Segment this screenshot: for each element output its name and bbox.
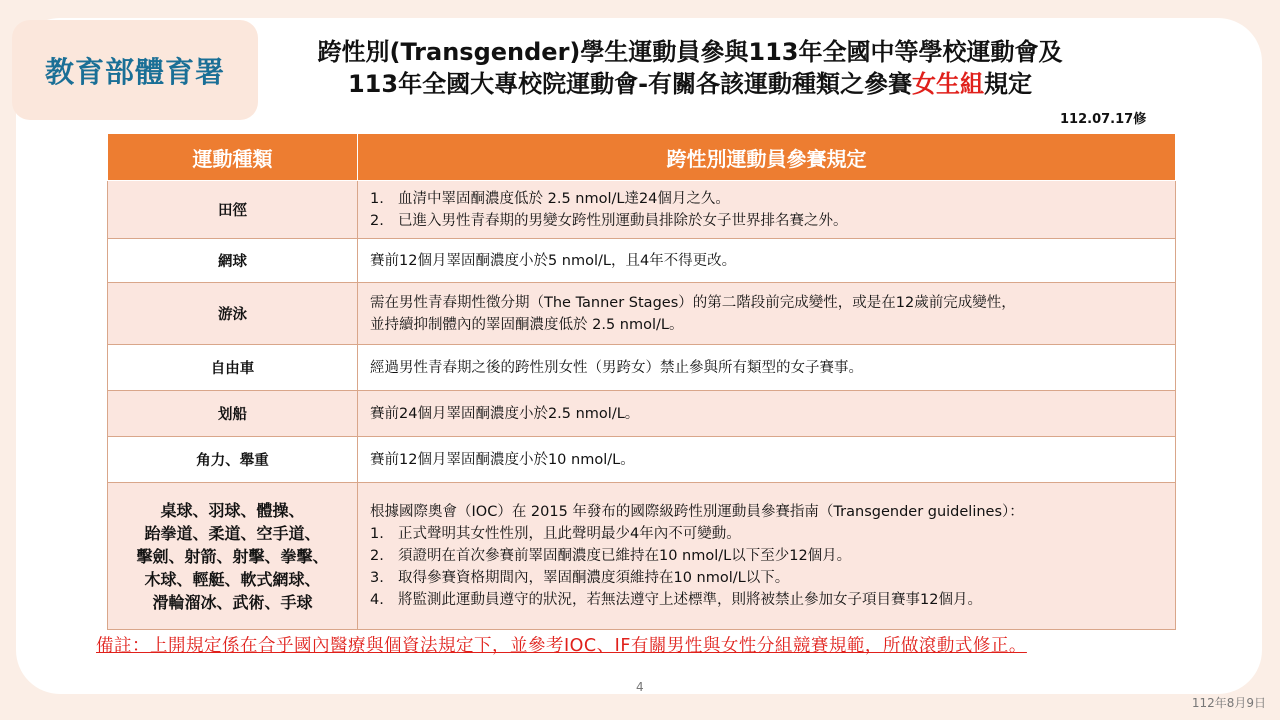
table-header-row xyxy=(108,134,1176,181)
sport-line: 跆拳道、柔道、空手道、 xyxy=(144,523,321,543)
rule-item-text: 取得參賽資格期間內，睪固酮濃度須維持在10 nmol/L以下。 xyxy=(398,570,790,586)
sport-line: 桌球、羽球、體操、 xyxy=(160,500,305,520)
rule-text-line: 需在男性青春期性徵分期（The Tanner Stages）的第二階段前完成變性，或是在12歲前完成變性， xyxy=(370,294,1016,311)
rules-table xyxy=(107,133,1176,630)
rule-item-num: 2. xyxy=(370,212,384,229)
sport-line: 滑輪溜冰、武術、手球 xyxy=(152,592,313,612)
table-row xyxy=(108,483,1176,630)
rule-item-text: 正式聲明其女性性別，且此聲明最少4年內不可變動。 xyxy=(398,526,741,542)
table-row xyxy=(108,391,1176,437)
table-row xyxy=(108,239,1176,283)
rule-text: 賽前24個月睪固酮濃度小於2.5 nmol/L。 xyxy=(358,391,1176,437)
rule-item-num: 4. xyxy=(370,592,384,608)
rule-cell xyxy=(358,283,1176,345)
revision-date: 112.07.17修 xyxy=(1060,112,1147,127)
date-stamp: 112年8月9日 xyxy=(1191,696,1266,710)
rule-item xyxy=(370,210,1165,232)
org-badge xyxy=(12,20,258,120)
rule-item-num: 3. xyxy=(370,570,384,586)
rule-item xyxy=(370,188,1165,210)
table-row xyxy=(108,181,1176,239)
rule-text-line: 並持續抑制體內的睪固酮濃度低於 2.5 nmol/L。 xyxy=(370,316,684,333)
title-line-2 xyxy=(270,68,1110,100)
table-row xyxy=(108,345,1176,391)
rule-item xyxy=(370,589,1165,611)
rule-cell xyxy=(358,181,1176,239)
title-line-1: 跨性別(Transgender)學生運動員參與113年全國中等學校運動會及 xyxy=(317,38,1063,66)
rule-item-num: 1. xyxy=(370,190,384,207)
rule-item-num: 2. xyxy=(370,548,384,564)
title-highlight: 女生組 xyxy=(912,70,985,98)
sport-name: 划船 xyxy=(108,391,358,437)
table-row xyxy=(108,437,1176,483)
sport-name: 自由車 xyxy=(108,345,358,391)
sport-name: 田徑 xyxy=(108,181,358,239)
header-sport: 運動種類 xyxy=(108,134,358,181)
table-row xyxy=(108,283,1176,345)
rule-intro: 根據國際奧會（IOC）在 2015 年發布的國際級跨性別運動員參賽指南（Transgender guidelines）： xyxy=(370,504,1024,520)
rule-item xyxy=(370,567,1165,589)
sport-name: 網球 xyxy=(108,239,358,283)
rule-item-text: 已進入男性青春期的男變女跨性別運動員排除於女子世界排名賽之外。 xyxy=(398,212,848,229)
sport-line: 擊劍、射箭、射擊、拳擊、 xyxy=(136,546,329,566)
sport-name-list xyxy=(108,483,358,630)
rule-cell xyxy=(358,483,1176,630)
rule-item xyxy=(370,545,1165,567)
sport-name: 角力、舉重 xyxy=(108,437,358,483)
header-rule: 跨性別運動員參賽規定 xyxy=(358,134,1176,181)
title-line-2-prefix: 113年全國大專校院運動會-有關各該運動種類之參賽 xyxy=(347,70,913,98)
rule-item-text: 須證明在首次參賽前睪固酮濃度已維持在10 nmol/L以下至少12個月。 xyxy=(398,548,852,564)
org-name: 教育部體育署 xyxy=(44,54,225,89)
rule-text: 經過男性青春期之後的跨性別女性（男跨女）禁止參與所有類型的女子賽事。 xyxy=(358,345,1176,391)
rule-text: 賽前12個月睪固酮濃度小於5 nmol/L，且4年不得更改。 xyxy=(358,239,1176,283)
rule-item-num: 1. xyxy=(370,526,384,542)
page-title xyxy=(270,36,1110,100)
rule-item-text: 血清中睪固酮濃度低於 2.5 nmol/L達24個月之久。 xyxy=(398,190,730,207)
rule-item-text: 將監測此運動員遵守的狀況，若無法遵守上述標準，則將被禁止參加女子項目賽事12個月。 xyxy=(398,592,982,608)
footnote: 備註：上開規定係在合乎國內醫療與個資法規定下，並參考IOC、IF有關男性與女性分組競賽規範，所做滾動式修正。 xyxy=(96,636,1027,656)
rule-text: 賽前12個月睪固酮濃度小於10 nmol/L。 xyxy=(358,437,1176,483)
sport-line: 木球、輕艇、軟式網球、 xyxy=(144,569,321,589)
rule-item xyxy=(370,523,1165,545)
title-line-2-suffix: 規定 xyxy=(984,70,1033,98)
page-number: 4 xyxy=(636,680,644,694)
sport-name: 游泳 xyxy=(108,283,358,345)
